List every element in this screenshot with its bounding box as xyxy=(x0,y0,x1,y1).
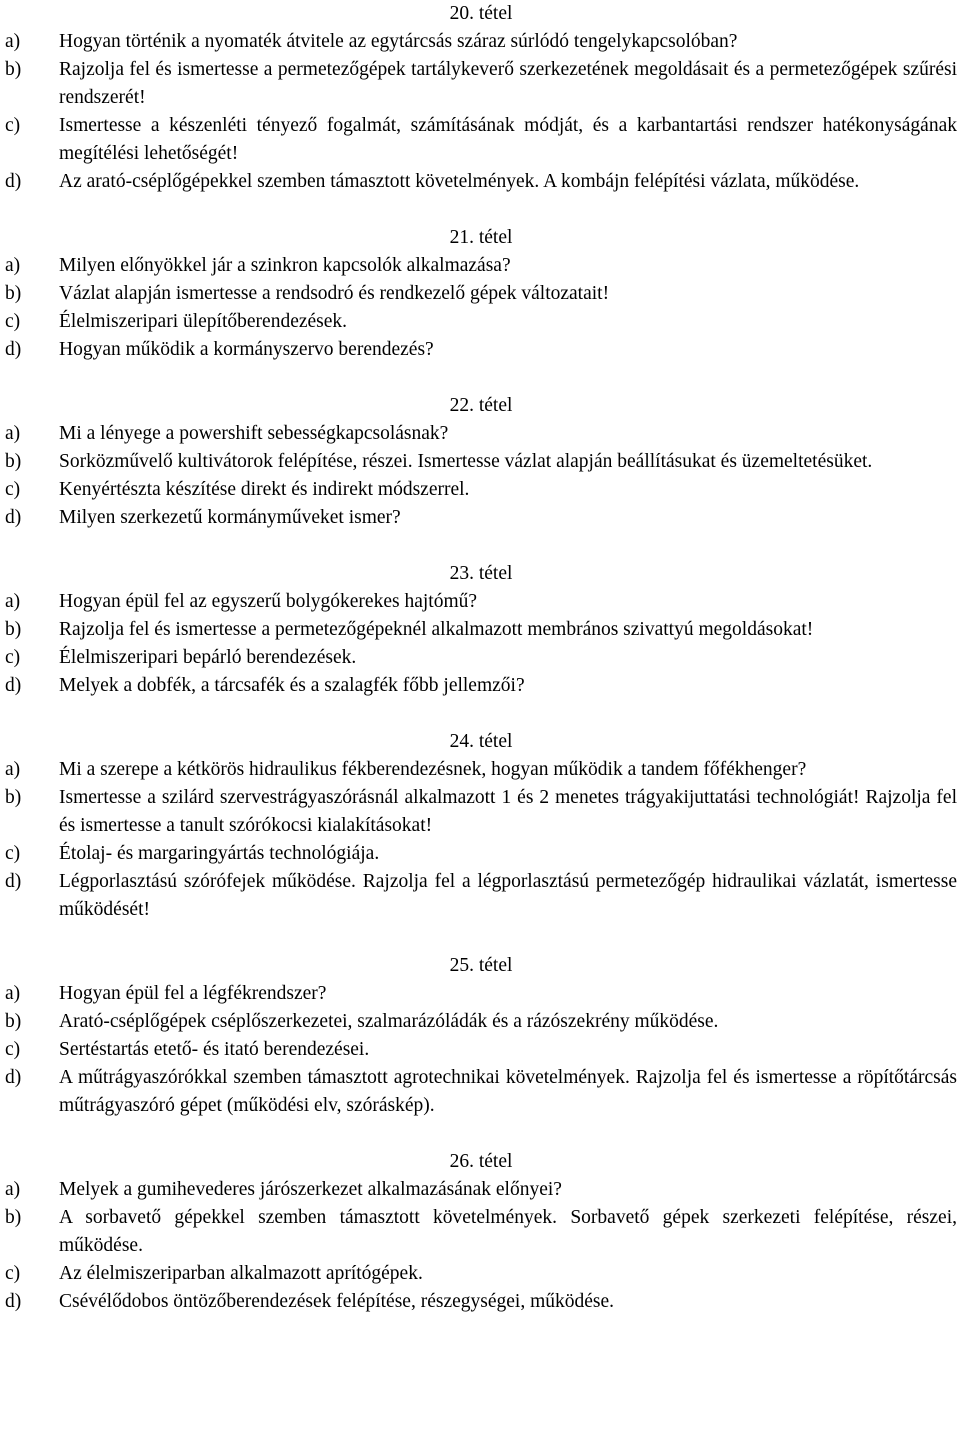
question-text: Melyek a gumihevederes járószerkezet alkalmazásának előnyei? xyxy=(59,1179,562,1200)
question-item xyxy=(5,1008,957,1036)
question-letter: d) xyxy=(5,171,22,192)
question-text: Sorközművelő kultivátorok felépítése, részei. Ismertesse vázlat alapján beállításukat és üzemeltetésüket. xyxy=(59,451,873,472)
question-text: Hogyan épül fel az egyszerű bolygókerekes hajtómű? xyxy=(59,591,478,612)
question-item xyxy=(5,1064,957,1120)
question-item xyxy=(5,784,957,840)
question-item xyxy=(5,28,957,56)
question-item xyxy=(5,420,957,448)
question-text: Az élelmiszeriparban alkalmazott aprítógépek. xyxy=(59,1263,423,1284)
exam-topic-section-4 xyxy=(5,560,957,700)
question-text: Légporlasztású szórófejek működése. Rajzolja fel a légporlasztású permetezőgép hidraulikai vázlatát, ismertesse működését! xyxy=(59,871,957,920)
question-item xyxy=(5,1260,957,1288)
question-letter: b) xyxy=(5,283,22,304)
question-letter: a) xyxy=(5,1179,21,1200)
question-item xyxy=(5,1176,957,1204)
question-text: Étolaj- és margaringyártás technológiája. xyxy=(59,843,380,864)
question-text: Hogyan épül fel a légfékrendszer? xyxy=(59,983,327,1004)
exam-topic-section-6 xyxy=(5,952,957,1120)
question-letter: a) xyxy=(5,759,21,780)
question-item xyxy=(5,672,957,700)
question-item xyxy=(5,476,957,504)
exam-topic-title: 20. tétel xyxy=(449,3,513,24)
question-letter: d) xyxy=(5,675,22,696)
question-text: Élelmiszeripari bepárló berendezések. xyxy=(59,647,357,668)
question-item xyxy=(5,252,957,280)
question-letter: b) xyxy=(5,619,22,640)
question-text: Élelmiszeripari ülepítőberendezések. xyxy=(59,311,348,332)
question-item xyxy=(5,868,957,924)
question-text: Milyen előnyökkel jár a szinkron kapcsolók alkalmazása? xyxy=(59,255,511,276)
question-text: A sorbavető gépekkel szemben támasztott követelmények. Sorbavető gépek szerkezeti felépítése, részei, működése. xyxy=(59,1207,957,1256)
question-text: Hogyan működik a kormányszervo berendezés? xyxy=(59,339,434,360)
question-item xyxy=(5,756,957,784)
exam-topic-title: 26. tétel xyxy=(449,1151,513,1172)
question-text: Milyen szerkezetű kormányműveket ismer? xyxy=(59,507,401,528)
question-letter: a) xyxy=(5,983,21,1004)
question-letter: c) xyxy=(5,479,21,500)
question-letter: c) xyxy=(5,1039,21,1060)
question-text: Ismertesse a szilárd szervestrágyaszórásnál alkalmazott 1 és 2 menetes trágyakijuttatási technológiát! Rajzolja fel és ismertesse a tanult szórókocsi kialakításokat! xyxy=(59,787,957,836)
exam-topic-section-7 xyxy=(5,1148,957,1316)
question-item xyxy=(5,308,957,336)
exam-topic-title: 23. tétel xyxy=(449,563,513,584)
question-item xyxy=(5,840,957,868)
question-text: Az arató-cséplőgépekkel szemben támasztott követelmények. A kombájn felépítési vázlata, működése. xyxy=(59,171,860,192)
question-letter: d) xyxy=(5,1291,22,1312)
question-text: Arató-cséplőgépek cséplőszerkezetei, szalmarázóládák és a rázószekrény működése. xyxy=(59,1011,719,1032)
question-letter: c) xyxy=(5,1263,21,1284)
question-item xyxy=(5,336,957,364)
question-text: Mi a lényege a powershift sebességkapcsolásnak? xyxy=(59,423,449,444)
question-letter: c) xyxy=(5,647,21,668)
question-item xyxy=(5,616,957,644)
question-text: Rajzolja fel és ismertesse a permetezőgépeknél alkalmazott membrános szivattyú megoldásokat! xyxy=(59,619,814,640)
question-letter: b) xyxy=(5,1207,22,1228)
question-text: Ismertesse a készenléti tényező fogalmát, számításának módját, és a karbantartási rendszer hatékonyságának megítélési lehetőségét! xyxy=(59,115,957,164)
question-letter: b) xyxy=(5,1011,22,1032)
exam-topic-section-2 xyxy=(5,224,957,364)
exam-topic-section-3 xyxy=(5,392,957,532)
question-letter: a) xyxy=(5,31,21,52)
question-text: Vázlat alapján ismertesse a rendsodró és rendkezelő gépek változatait! xyxy=(59,283,610,304)
question-item xyxy=(5,280,957,308)
question-item xyxy=(5,644,957,672)
question-text: Csévélődobos öntözőberendezések felépítése, részegységei, működése. xyxy=(59,1291,615,1312)
question-letter: c) xyxy=(5,843,21,864)
question-item xyxy=(5,1288,957,1316)
exam-topic-title: 25. tétel xyxy=(449,955,513,976)
question-letter: c) xyxy=(5,115,21,136)
question-text: Rajzolja fel és ismertesse a permetezőgépek tartálykeverő szerkezetének megoldásait és a permetezőgépek szűrési rendszerét! xyxy=(59,59,957,108)
question-text: A műtrágyaszórókkal szemben támasztott agrotechnikai követelmények. Rajzolja fel és ismertesse a röpítőtárcsás műtrágyaszóró gépet (működési elv, szóráskép). xyxy=(59,1067,957,1116)
question-letter: b) xyxy=(5,451,22,472)
question-letter: b) xyxy=(5,787,22,808)
question-item xyxy=(5,168,957,196)
question-letter: b) xyxy=(5,59,22,80)
question-item xyxy=(5,980,957,1008)
question-item xyxy=(5,1036,957,1064)
question-letter: a) xyxy=(5,255,21,276)
question-letter: d) xyxy=(5,507,22,528)
exam-topic-title: 21. tétel xyxy=(449,227,513,248)
question-text: Mi a szerepe a kétkörös hidraulikus fékberendezésnek, hogyan működik a tandem főfékhenger? xyxy=(59,759,807,780)
exam-topic-title: 22. tétel xyxy=(449,395,513,416)
question-text: Kenyértészta készítése direkt és indirekt módszerrel. xyxy=(59,479,470,500)
exam-topic-title: 24. tétel xyxy=(449,731,513,752)
question-item xyxy=(5,56,957,112)
question-letter: d) xyxy=(5,871,22,892)
question-item xyxy=(5,504,957,532)
question-text: Melyek a dobfék, a tárcsafék és a szalagfék főbb jellemzői? xyxy=(59,675,525,696)
question-letter: d) xyxy=(5,1067,22,1088)
question-item xyxy=(5,112,957,168)
question-item xyxy=(5,588,957,616)
question-text: Sertéstartás etető- és itató berendezései. xyxy=(59,1039,370,1060)
exam-topic-section-5 xyxy=(5,728,957,924)
question-text: Hogyan történik a nyomaték átvitele az egytárcsás száraz súrlódó tengelykapcsolóban? xyxy=(59,31,738,52)
question-letter: c) xyxy=(5,311,21,332)
question-item xyxy=(5,1204,957,1260)
question-letter: a) xyxy=(5,591,21,612)
exam-topic-section-1 xyxy=(5,0,957,196)
question-letter: d) xyxy=(5,339,22,360)
question-letter: a) xyxy=(5,423,21,444)
question-item xyxy=(5,448,957,476)
